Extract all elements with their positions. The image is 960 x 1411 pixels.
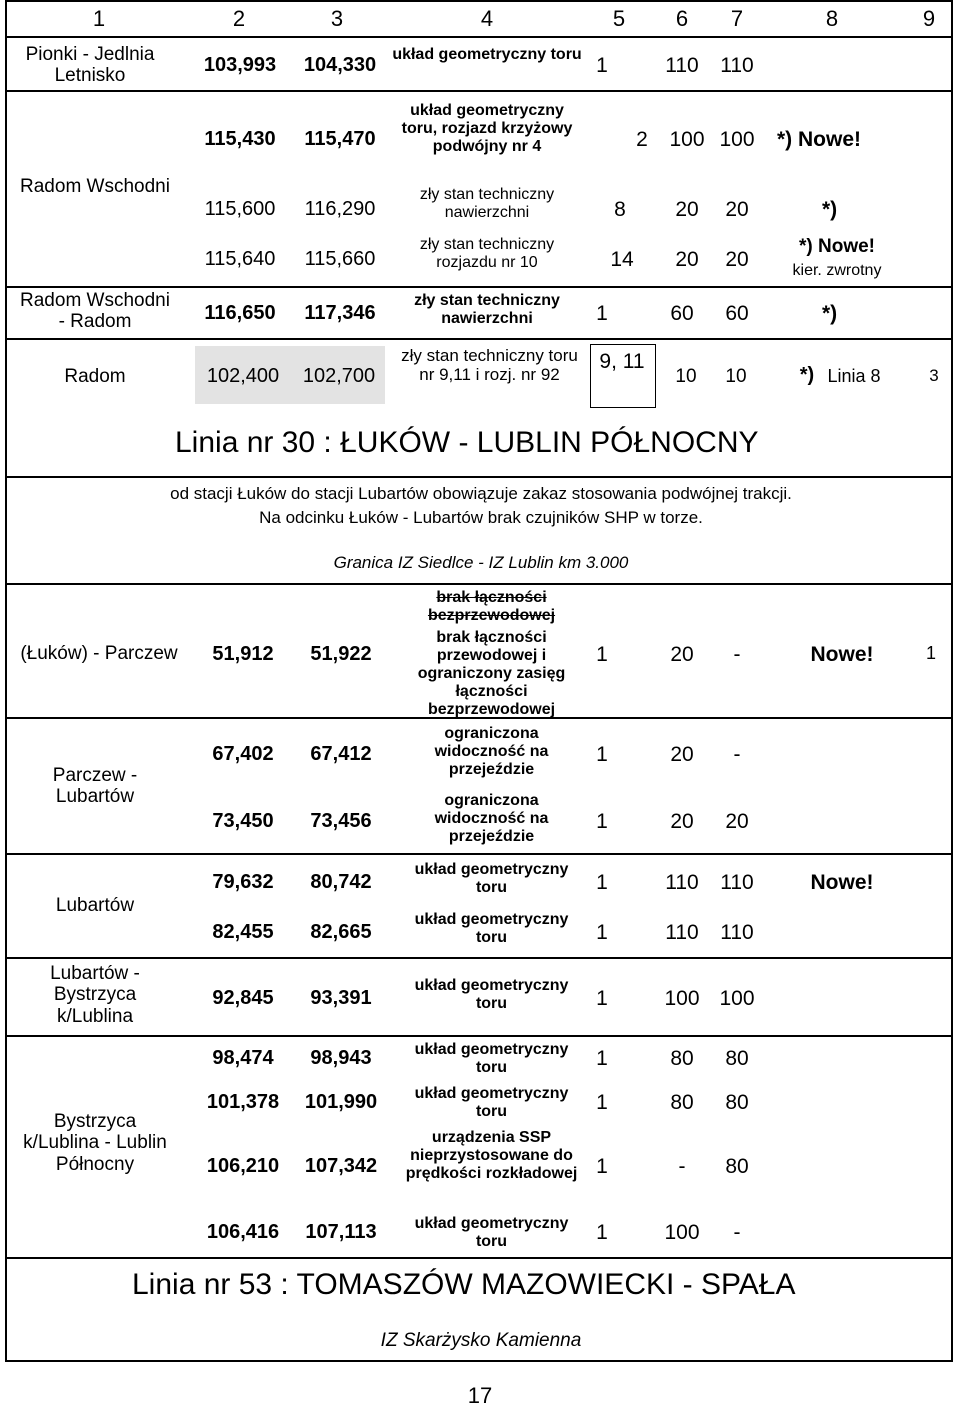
km-to: 73,456 — [310, 810, 372, 832]
col-header-3: 3 — [330, 6, 344, 31]
remark: *) Nowe! — [777, 128, 861, 151]
km-from: 115,600 — [204, 198, 276, 220]
speed-1: 110 — [665, 921, 699, 944]
km-to: 117,346 — [304, 302, 376, 324]
km-from: 73,450 — [212, 810, 274, 832]
speed-2: 20 — [725, 810, 749, 833]
speed-1: 60 — [670, 302, 694, 325]
remark: Nowe! — [810, 643, 874, 666]
km-from: 102,400 — [206, 365, 280, 387]
col-header-8: 8 — [825, 6, 839, 31]
speed-2: 20 — [725, 198, 749, 221]
table-row — [7, 959, 951, 1037]
reason: zły stan techniczny toru nr 9,11 i rozj. nr 92 — [401, 346, 578, 385]
km-to: 116,290 — [304, 198, 376, 220]
tracks: 1 — [596, 987, 608, 1010]
km-to: 104,330 — [303, 54, 377, 76]
col-header-1: 1 — [92, 6, 106, 31]
tracks: 14 — [610, 248, 634, 271]
speed-1: 80 — [670, 1047, 694, 1070]
note-traction: od stacji Łuków do stacji Lubartów obowiązuje zakaz stosowania podwójnej trakcji. — [170, 484, 792, 503]
speed-1: 20 — [670, 810, 694, 833]
tracks: 1 — [596, 1221, 608, 1244]
km-from: 51,912 — [212, 643, 274, 665]
km-from: 116,650 — [204, 302, 276, 324]
reason: urządzenia SSP nieprzystosowane do prędkości rozkładowej — [405, 1129, 578, 1183]
station-name: (Łuków) - Parczew — [20, 643, 178, 664]
reason: układ geometryczny toru — [414, 1085, 569, 1121]
km-from: 92,845 — [212, 987, 274, 1009]
tracks: 1 — [596, 1047, 608, 1070]
speed-2: 100 — [719, 128, 755, 151]
table-row — [7, 36, 951, 92]
tracks: 1 — [596, 810, 608, 833]
km-to: 101,990 — [304, 1091, 378, 1113]
reason: układ geometryczny toru — [414, 911, 569, 947]
remark: *) — [799, 364, 815, 386]
col-header-2: 2 — [232, 6, 246, 31]
speed-1: 100 — [664, 1221, 700, 1244]
table-row — [7, 583, 951, 719]
page-number: 17 — [467, 1383, 493, 1408]
line-30-notes — [7, 478, 951, 578]
tracks: 2 — [636, 128, 648, 151]
speed-1: 100 — [664, 987, 700, 1010]
col-header-4: 4 — [480, 6, 494, 31]
remark-detail: kier. zwrotny — [792, 262, 882, 279]
km-to: 67,412 — [310, 743, 372, 765]
speed-2: - — [733, 743, 741, 766]
line-title: Linia nr 30 : ŁUKÓW - LUBLIN PÓŁNOCNY — [175, 426, 759, 459]
reason: zły stan techniczny nawierzchni — [414, 292, 560, 328]
km-from: 115,640 — [204, 248, 276, 270]
speed-1: 20 — [670, 743, 694, 766]
reason: układ geometryczny toru — [392, 46, 582, 63]
table-row — [7, 288, 951, 340]
speed-2: - — [733, 1221, 741, 1244]
km-to: 93,391 — [310, 987, 372, 1009]
speed-1: 110 — [665, 54, 699, 77]
speed-2: 20 — [725, 248, 749, 271]
tracks: 1 — [596, 54, 608, 77]
reason: układ geometryczny toru — [414, 861, 569, 897]
speed-1: - — [678, 1155, 686, 1178]
speed-2: 110 — [720, 54, 754, 77]
reason: układ geometryczny toru — [414, 977, 569, 1013]
reason: brak łączności przewodowej i ograniczony zasięg łączności bezprzewodowej — [417, 629, 566, 719]
km-to: 107,113 — [305, 1221, 377, 1243]
station-name: Lubartów — [55, 895, 135, 916]
reason: zły stan techniczny nawierzchni — [419, 186, 555, 222]
station-name: Radom — [64, 366, 126, 387]
km-to: 82,665 — [310, 921, 372, 943]
tracks: 9, 11 — [599, 350, 645, 373]
km-to: 115,470 — [304, 128, 376, 150]
km-to: 102,700 — [302, 365, 376, 387]
table-row-group — [7, 719, 951, 855]
speed-2: 110 — [720, 871, 754, 894]
speed-2: 60 — [725, 302, 749, 325]
table-row-group — [7, 1037, 951, 1259]
station-name: Pionki - Jedlnia Letnisko — [25, 44, 155, 87]
reason-struck: brak łączności bezprzewodowej — [427, 589, 556, 625]
remark: Nowe! — [810, 871, 874, 894]
col-header-6: 6 — [675, 6, 689, 31]
col-9-value: 3 — [929, 366, 939, 385]
line-title: Linia nr 53 : TOMASZÓW MAZOWIECKI - SPAŁA — [132, 1268, 796, 1301]
km-from: 106,210 — [206, 1155, 280, 1177]
km-from: 106,416 — [206, 1221, 280, 1243]
reason: zły stan techniczny rozjazdu nr 10 — [419, 236, 555, 272]
tracks: 1 — [596, 921, 608, 944]
speed-1: 100 — [669, 128, 705, 151]
km-from: 101,378 — [206, 1091, 280, 1113]
speed-1: 110 — [665, 871, 699, 894]
reason: układ geometryczny toru — [414, 1041, 569, 1077]
reason: układ geometryczny toru, rozjazd krzyżowy podwójny nr 4 — [401, 102, 573, 156]
station-name: Parczew - Lubartów — [52, 765, 138, 808]
speed-1: 20 — [675, 198, 699, 221]
speed-2: 10 — [725, 366, 747, 387]
tracks: 1 — [596, 302, 608, 325]
col-9-value: 1 — [925, 643, 936, 663]
station-name: Radom Wschodni - Radom — [20, 290, 170, 333]
remark: *) Nowe! — [799, 236, 875, 257]
column-header-row — [7, 2, 951, 38]
reason: układ geometryczny toru — [414, 1215, 569, 1251]
speed-2: 110 — [720, 921, 754, 944]
km-to: 98,943 — [310, 1047, 372, 1069]
col-header-5: 5 — [612, 6, 626, 31]
col-header-7: 7 — [730, 6, 744, 31]
speed-1: 80 — [670, 1091, 694, 1114]
tracks: 1 — [596, 1091, 608, 1114]
note-shp: Na odcinku Łuków - Lubartów brak czujników SHP w torze. — [259, 508, 703, 527]
reason: ograniczona widoczność na przejeździe — [434, 725, 549, 779]
speed-2: 80 — [725, 1091, 749, 1114]
speed-2: 80 — [725, 1047, 749, 1070]
table-row-group — [7, 855, 951, 959]
speed-1: 20 — [670, 643, 694, 666]
remark: *) — [822, 302, 838, 325]
km-from: 82,455 — [212, 921, 274, 943]
speed-2: - — [733, 643, 741, 666]
km-from: 103,993 — [203, 54, 277, 76]
km-from: 98,474 — [212, 1047, 274, 1069]
tracks: 8 — [614, 198, 626, 221]
tracks: 1 — [596, 1155, 608, 1178]
line-30-header — [7, 340, 951, 478]
tracks: 1 — [596, 743, 608, 766]
km-to: 115,660 — [304, 248, 376, 270]
area-label: IZ Skarżysko Kamienna — [380, 1330, 582, 1351]
km-from: 115,430 — [204, 128, 276, 150]
boundary-label: Granica IZ Siedlce - IZ Lublin km 3.000 — [333, 553, 629, 572]
km-from: 79,632 — [212, 871, 274, 893]
remark: *) — [822, 198, 838, 221]
station-name: Bystrzyca k/Lublina - Lublin Północny — [23, 1111, 167, 1175]
km-from: 67,402 — [212, 743, 274, 765]
tracks: 1 — [596, 643, 608, 666]
col-header-9: 9 — [922, 6, 936, 31]
speed-2: 100 — [719, 987, 755, 1010]
table-row-group — [7, 92, 951, 288]
reason: ograniczona widoczność na przejeździe — [434, 792, 549, 846]
tracks: 1 — [596, 871, 608, 894]
km-to: 107,342 — [304, 1155, 378, 1177]
speed-2: 80 — [725, 1155, 749, 1178]
station-name: Lubartów - Bystrzyca k/Lublina — [50, 963, 140, 1027]
speed-1: 10 — [675, 366, 697, 387]
station-name: Radom Wschodni — [20, 176, 170, 197]
remark-detail: Linia 8 — [827, 366, 881, 386]
km-to: 80,742 — [310, 871, 372, 893]
km-to: 51,922 — [310, 643, 372, 665]
speed-1: 20 — [675, 248, 699, 271]
page-frame — [5, 0, 953, 1362]
